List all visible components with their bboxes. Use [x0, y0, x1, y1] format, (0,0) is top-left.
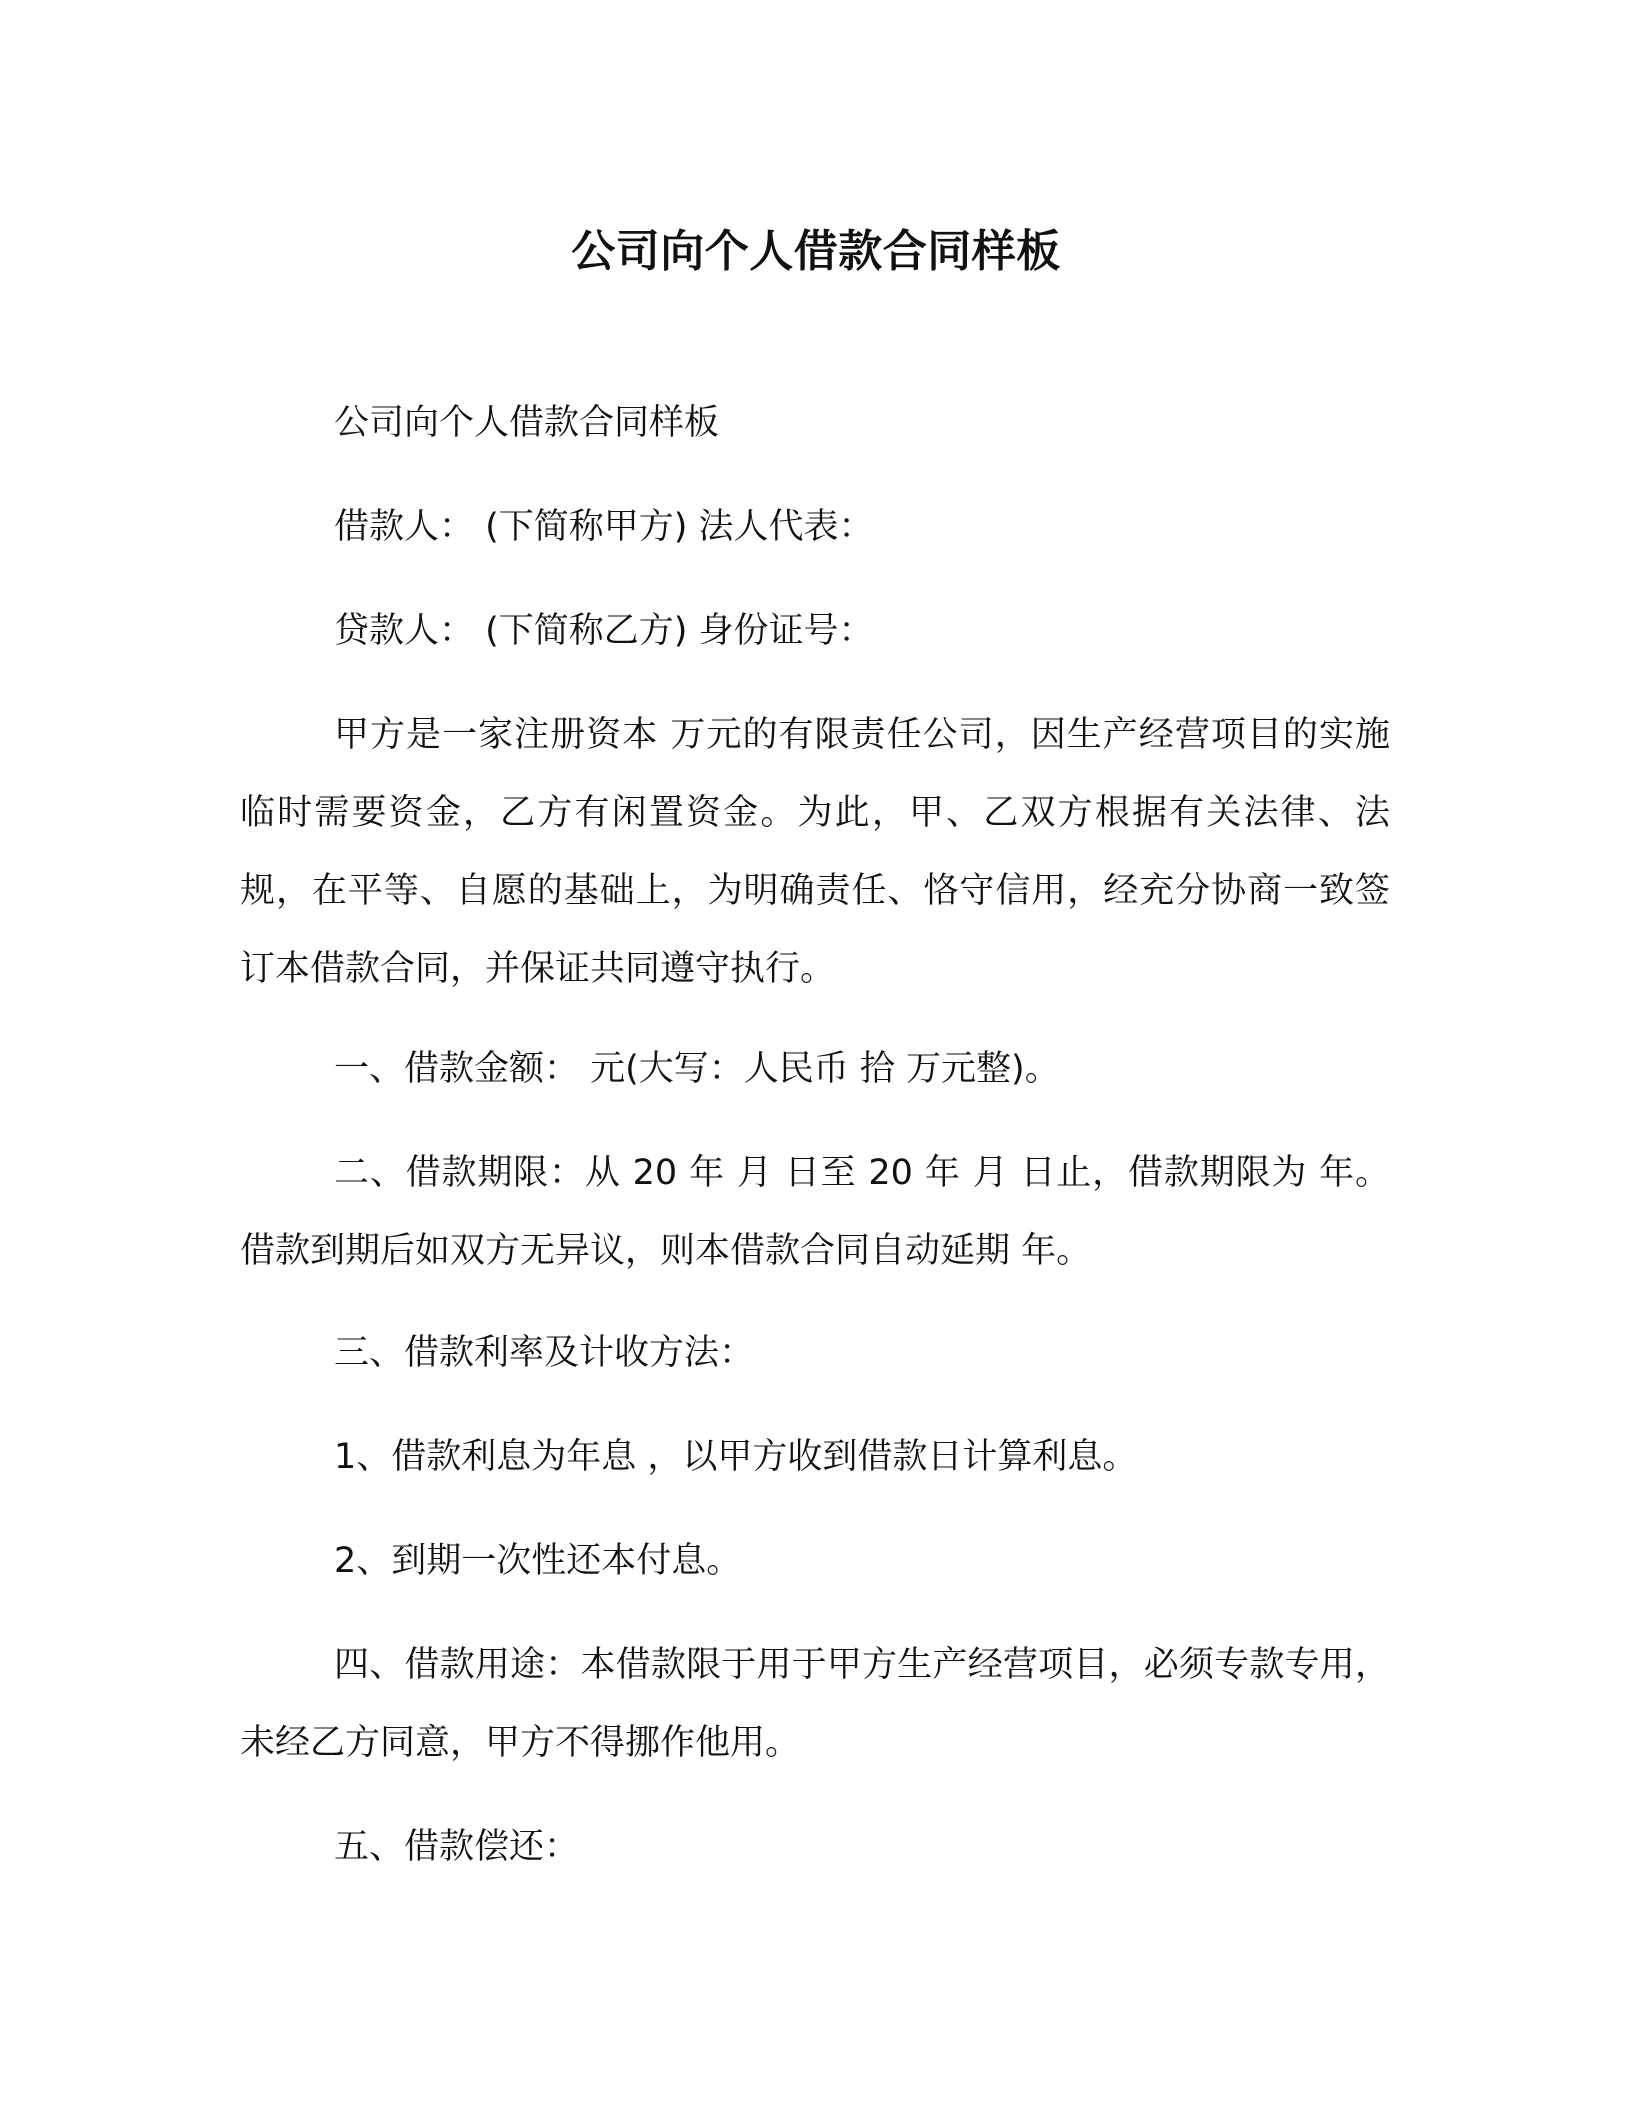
paragraph-lender: 贷款人： (下简称乙方) 身份证号： [334, 611, 874, 651]
paragraph-clause-interest: 三、借款利率及计收方法： [334, 1333, 755, 1373]
paragraph-item-1: 1、借款利息为年息 ，以甲方收到借款日计算利息。 [334, 1437, 1138, 1477]
paragraph-clause-term: 二、借款期限：从 20 年 月 日至 20 年 月 日止，借款期限为 年。借款到期后如双方无异议，则本借款合同自动延期 年。 [240, 1153, 1390, 1271]
paragraph-clause-amount: 一、借款金额： 元(大写：人民币 拾 万元整)。 [334, 1049, 1060, 1089]
paragraph-borrower: 借款人： (下简称甲方) 法人代表： [334, 507, 874, 547]
paragraph-heading: 公司向个人借款合同样板 [334, 403, 720, 443]
paragraph-preamble: 甲方是一家注册资本 万元的有限责任公司，因生产经营项目的实施临时需要资金，乙方有闲置资金。为此，甲、乙双方根据有关法律、法规，在平等、自愿的基础上，为明确责任、恪守信用，经充分协商一致签订本借款合同，并保证共同遵守执行。 [240, 715, 1390, 989]
paragraph-clause-purpose: 四、借款用途：本借款限于用于甲方生产经营项目，必须专款专用，未经乙方同意，甲方不得挪作他用。 [240, 1645, 1390, 1763]
paragraph-clause-repayment: 五、借款偿还： [334, 1827, 580, 1867]
paragraph-item-2: 2、到期一次性还本付息。 [334, 1541, 742, 1581]
document-title: 公司向个人借款合同样板 [571, 226, 1061, 277]
